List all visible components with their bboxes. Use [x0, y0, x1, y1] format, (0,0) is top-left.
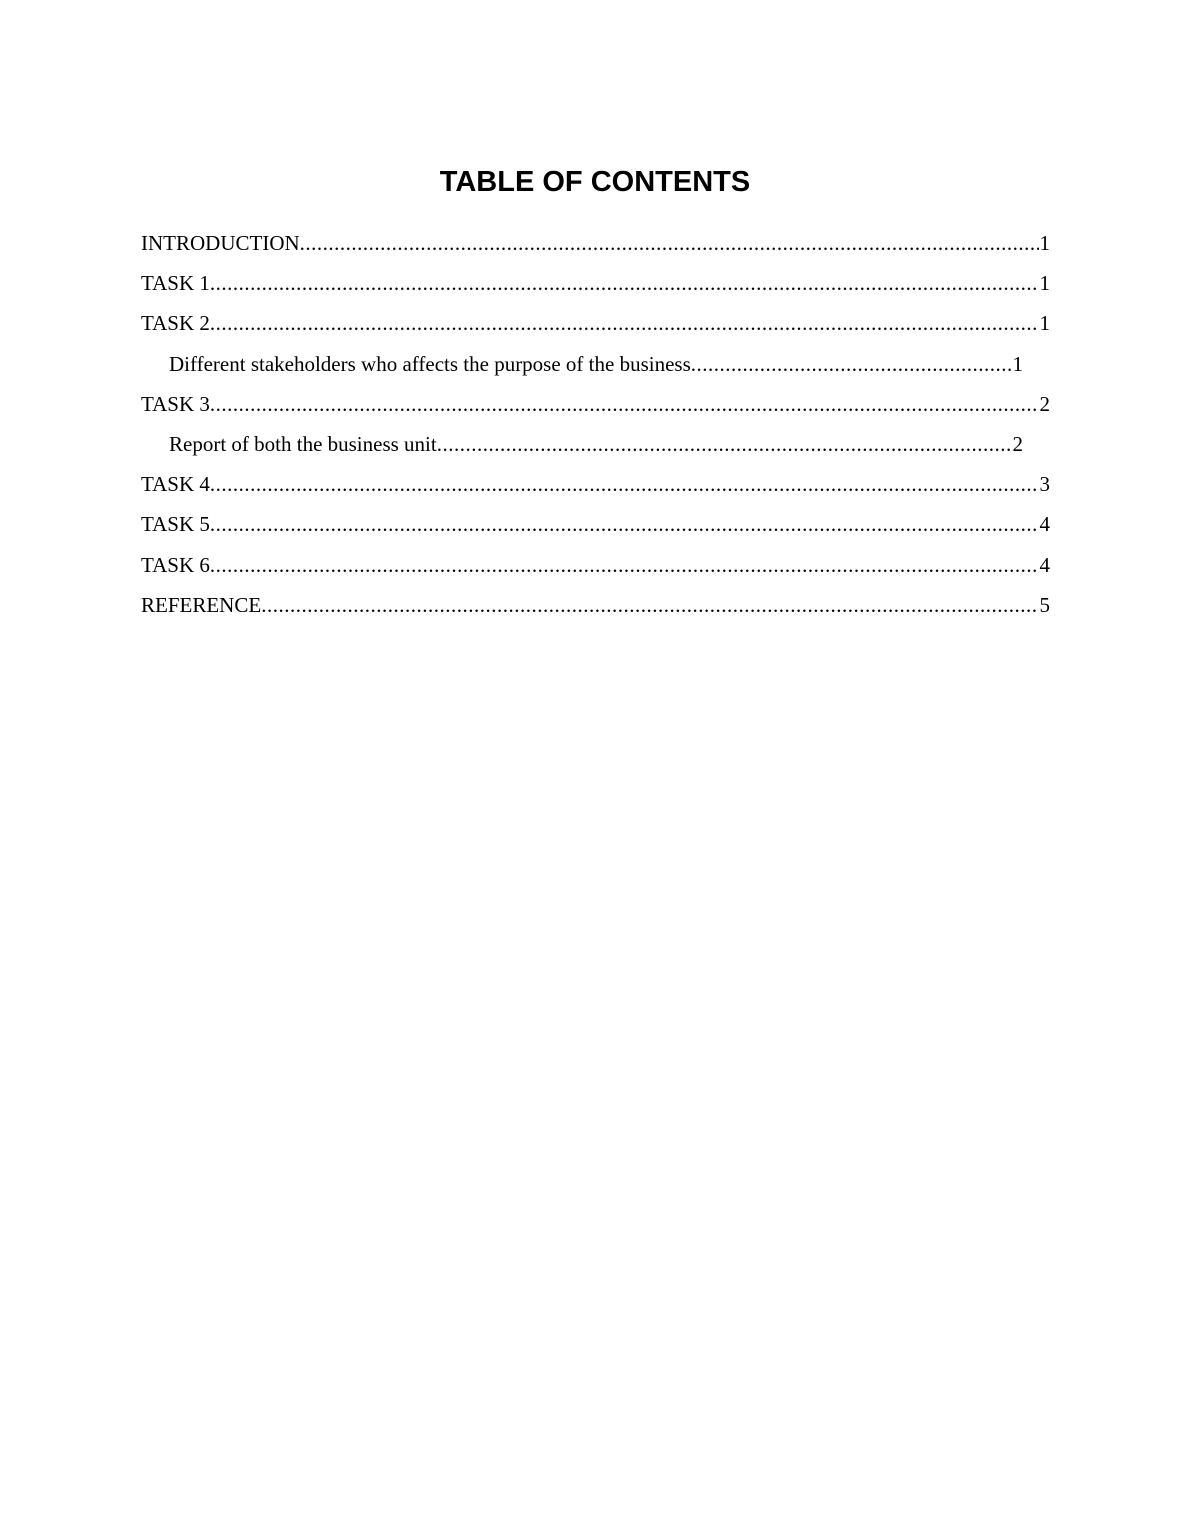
toc-entry-label: Report of both the business unit [169, 431, 437, 456]
toc-dot-leader [210, 388, 1039, 420]
toc-page-number: 2 [1039, 391, 1050, 416]
toc-dot-leader [437, 428, 1012, 460]
toc-entry-label: INTRODUCTION [141, 231, 300, 255]
toc-entry-task-2[interactable] [141, 307, 1050, 347]
toc-dot-leader [261, 589, 1038, 621]
toc-entry-task-5[interactable] [141, 508, 1050, 548]
toc-page-number: 3 [1039, 472, 1050, 497]
toc-dot-leader [210, 307, 1039, 339]
toc-entry-label: TASK 5 [141, 512, 210, 537]
toc-dot-leader [210, 468, 1039, 500]
toc-entry-reference[interactable] [141, 589, 1050, 629]
toc-entry-label: TASK 1 [141, 271, 210, 296]
toc-entry-task-6[interactable] [141, 549, 1050, 589]
toc-entry-task-1[interactable] [141, 267, 1050, 307]
toc-title: TABLE OF CONTENTS [439, 166, 751, 198]
toc-dot-leader [300, 227, 1039, 259]
toc-entry-label: TASK 4 [141, 472, 210, 497]
toc-page-number: 1 [1039, 231, 1050, 255]
toc-entry-business-unit-report[interactable] [169, 428, 1023, 468]
toc-dot-leader [210, 508, 1039, 540]
toc-entry-label: Different stakeholders who affects the purpose of the business [169, 351, 691, 376]
toc-entry-task-3[interactable] [141, 388, 1050, 428]
toc-page-number: 1 [1039, 271, 1050, 296]
toc-entry-label: REFERENCE [141, 592, 262, 617]
toc-list [141, 227, 1050, 629]
toc-entry-label: TASK 6 [141, 552, 210, 577]
toc-page-number: 1 [1012, 351, 1023, 376]
toc-entry-introduction[interactable] [141, 227, 1050, 267]
toc-dot-leader [210, 549, 1039, 581]
toc-dot-leader [210, 267, 1039, 299]
toc-page-number: 1 [1039, 311, 1050, 336]
toc-entry-label: TASK 2 [141, 311, 210, 336]
toc-dot-leader [691, 348, 1012, 380]
toc-entry-stakeholders[interactable] [169, 348, 1023, 388]
toc-page-number: 5 [1039, 592, 1050, 617]
toc-entry-label: TASK 3 [141, 391, 210, 416]
toc-page-number: 4 [1039, 552, 1050, 577]
toc-entry-task-4[interactable] [141, 468, 1050, 508]
toc-page-number: 2 [1012, 431, 1023, 456]
toc-page-number: 4 [1039, 512, 1050, 537]
